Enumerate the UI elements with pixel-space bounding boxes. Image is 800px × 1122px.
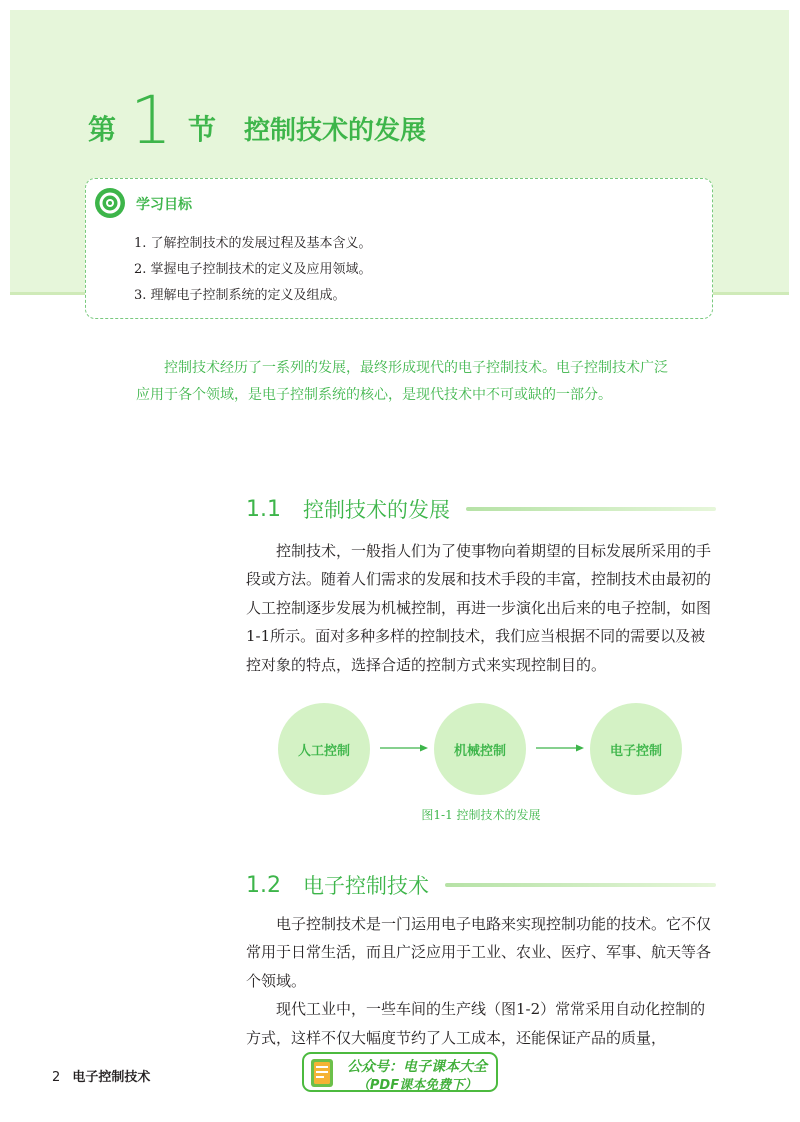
section-1-1-body xyxy=(246,537,716,679)
section-rule xyxy=(445,883,716,887)
flow-node-electronic-control: 电子控制 xyxy=(590,703,682,795)
section-title: 电子控制技术 xyxy=(303,874,429,898)
arrow-right-icon xyxy=(536,743,584,753)
objectives-title: 学习目标 xyxy=(136,197,192,213)
section-number: 1.2 xyxy=(246,872,281,898)
figure-caption: 图1-1 控制技术的发展 xyxy=(421,808,541,822)
section-1-2-body xyxy=(246,910,716,1052)
chapter-suffix: 节 xyxy=(188,113,217,146)
book-title: 电子控制技术 xyxy=(72,1070,151,1085)
section-heading-1-1 xyxy=(246,494,716,524)
objectives-list xyxy=(134,231,372,309)
objective-item: 1. 了解控制技术的发展过程及基本含义。 xyxy=(134,236,372,251)
watermark-line-2: （PDF课本免费下） xyxy=(356,1078,478,1093)
page-footer xyxy=(52,1066,150,1085)
chapter-number: 1 xyxy=(130,82,173,159)
section-heading-1-2 xyxy=(246,870,716,900)
body-paragraph: 控制技术，一般指人们为了使事物向着期望的目标发展所采用的手段或方法。随着人们需求的发展和技术手段的丰富，控制技术由最初的人工控制逐步发展为机械控制，再进一步演化出后来的电子控制，如图1-1所示。面对多种多样的控制技术，我们应当根据不同的需要以及被控对象的特点，选择合适的控制方式来实现控制目的。 xyxy=(246,542,712,674)
target-icon xyxy=(94,187,126,219)
watermark-badge xyxy=(302,1052,498,1092)
watermark-line-1: 公众号：电子课本大全 xyxy=(347,1059,487,1075)
chapter-prefix: 第 xyxy=(88,113,117,146)
section-number: 1.1 xyxy=(246,496,281,522)
page-number: 2 xyxy=(52,1070,61,1085)
chapter-title: 控制技术的发展 xyxy=(244,116,427,146)
intro-paragraph: 控制技术经历了一系列的发展，最终形成现代的电子控制技术。电子控制技术广泛应用于各个领域，是电子控制系统的核心，是现代技术中不可或缺的一部分。 xyxy=(136,360,668,403)
section-title: 控制技术的发展 xyxy=(303,498,450,522)
flow-node-mechanical-control: 机械控制 xyxy=(434,703,526,795)
body-paragraph: 电子控制技术是一门运用电子电路来实现控制功能的技术。它不仅常用于日常生活，而且广泛应用于工业、农业、医疗、军事、航天等各个领域。 xyxy=(246,915,712,990)
objective-item: 2. 掌握电子控制技术的定义及应用领域。 xyxy=(134,262,372,277)
learning-objectives-box xyxy=(85,178,713,319)
book-icon xyxy=(310,1058,334,1088)
chapter-heading xyxy=(88,80,426,160)
body-paragraph: 现代工业中，一些车间的生产线（图1-2）常常采用自动化控制的方式，这样不仅大幅度节约了人工成本，还能保证产品的质量， xyxy=(246,1000,706,1047)
arrow-right-icon xyxy=(380,743,428,753)
flow-node-manual-control: 人工控制 xyxy=(278,703,370,795)
section-rule xyxy=(466,507,716,511)
objective-item: 3. 理解电子控制系统的定义及组成。 xyxy=(134,288,346,303)
